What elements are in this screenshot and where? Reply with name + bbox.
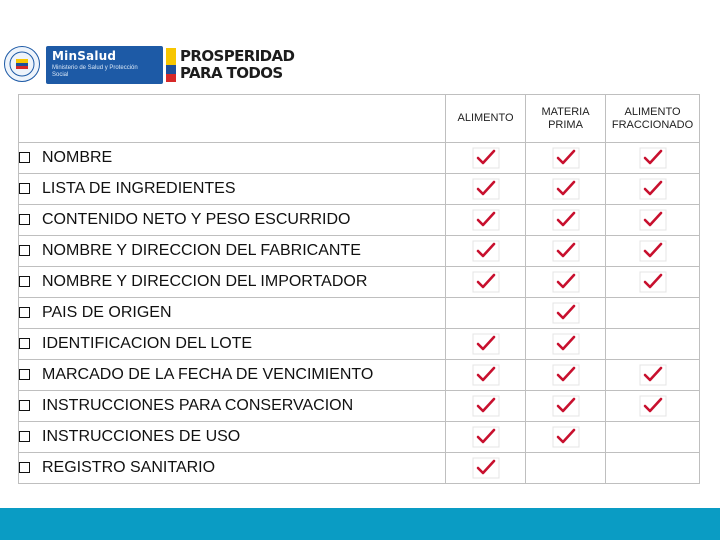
table-row [19,422,700,453]
checkmark-icon [472,364,500,386]
check-cell [446,298,526,329]
checkmark-icon [552,364,580,386]
checkbox-bullet-icon [19,276,30,287]
checkmark-icon [472,240,500,262]
check-cell [446,422,526,453]
checkbox-bullet-icon [19,214,30,225]
checkmark-icon [639,395,667,417]
check-cell [446,453,526,484]
checkmark-icon [552,395,580,417]
row-label: IDENTIFICACION DEL LOTE [42,335,253,352]
check-cell [526,143,606,174]
checkmark-icon [552,271,580,293]
checkmark-icon [472,457,500,479]
check-cell [446,329,526,360]
checkmark-icon [472,209,500,231]
checkmark-icon [552,426,580,448]
check-cell [606,236,700,267]
row-label-cell [19,267,446,298]
check-cell [526,205,606,236]
row-label-cell [19,422,446,453]
check-cell [446,391,526,422]
header-col-alimento-fraccionado: ALIMENTO FRACCIONADO [606,95,700,143]
checkmark-icon [639,147,667,169]
table-row [19,360,700,391]
check-cell [606,267,700,298]
check-cell [526,453,606,484]
table-row [19,143,700,174]
check-cell [526,298,606,329]
colombia-seal-icon [4,46,40,82]
checkmark-icon [552,147,580,169]
check-cell [606,298,700,329]
minsalud-subtitle: Ministerio de Salud y Protección Social [52,65,138,78]
minsalud-badge [46,46,163,84]
row-label: NOMBRE Y DIRECCION DEL IMPORTADOR [42,273,368,290]
checkmark-icon [639,271,667,293]
row-label: REGISTRO SANITARIO [42,459,216,476]
table-row [19,267,700,298]
checkmark-icon [552,209,580,231]
checkmark-icon [552,302,580,324]
check-cell [446,205,526,236]
row-label: MARCADO DE LA FECHA DE VENCIMIENTO [42,366,374,383]
row-label: CONTENIDO NETO Y PESO ESCURRIDO [42,211,351,228]
check-cell [606,174,700,205]
check-cell [606,391,700,422]
row-label-cell [19,391,446,422]
checkmark-icon [552,178,580,200]
checkmark-icon [472,271,500,293]
checkbox-bullet-icon [19,183,30,194]
checkmark-icon [472,147,500,169]
prosperidad-text [180,48,294,82]
table-row [19,174,700,205]
header-col-alimento: ALIMENTO [446,95,526,143]
checkmark-icon [639,209,667,231]
checkmark-icon [639,240,667,262]
checkbox-bullet-icon [19,152,30,163]
row-label-cell [19,298,446,329]
check-cell [526,329,606,360]
checkbox-bullet-icon [19,400,30,411]
checkmark-icon [552,333,580,355]
prosperidad-line2: PARA TODOS [180,64,283,82]
check-cell [526,236,606,267]
checkbox-bullet-icon [19,307,30,318]
row-label: NOMBRE [42,149,113,166]
footer-bar [0,508,720,540]
prosperidad-logo [166,48,306,84]
colombia-flag-icon [166,48,176,82]
table-row [19,236,700,267]
table-row [19,453,700,484]
checkmark-icon [472,426,500,448]
row-label-cell [19,453,446,484]
check-cell [526,360,606,391]
row-label-cell [19,174,446,205]
header-blank-cell [19,95,446,143]
checkbox-bullet-icon [19,462,30,473]
check-cell [446,236,526,267]
labeling-requirements-table [18,94,700,484]
checkbox-bullet-icon [19,431,30,442]
checkmark-icon [552,240,580,262]
table-row [19,391,700,422]
checkbox-bullet-icon [19,245,30,256]
checkbox-bullet-icon [19,338,30,349]
row-label-cell [19,236,446,267]
checkbox-bullet-icon [19,369,30,380]
minsalud-logo [0,44,164,86]
row-label: NOMBRE Y DIRECCION DEL FABRICANTE [42,242,361,259]
table-row [19,205,700,236]
row-label-cell [19,329,446,360]
check-cell [446,143,526,174]
checkmark-icon [472,333,500,355]
row-label: INSTRUCCIONES DE USO [42,428,241,445]
prosperidad-line1: PROSPERIDAD [180,47,295,65]
check-cell [446,360,526,391]
row-label: LISTA DE INGREDIENTES [42,180,236,197]
check-cell [606,143,700,174]
table-row [19,329,700,360]
check-cell [606,453,700,484]
checkmark-icon [639,364,667,386]
check-cell [526,267,606,298]
minsalud-name: MinSalud [52,49,117,63]
table-row [19,298,700,329]
checkmark-icon [472,395,500,417]
check-cell [606,422,700,453]
check-cell [446,267,526,298]
row-label-cell [19,205,446,236]
row-label: INSTRUCCIONES PARA CONSERVACION [42,397,354,414]
checkmark-icon [639,178,667,200]
check-cell [606,205,700,236]
checkmark-icon [472,178,500,200]
row-label-cell [19,143,446,174]
check-cell [526,391,606,422]
check-cell [446,174,526,205]
check-cell [526,422,606,453]
check-cell [526,174,606,205]
check-cell [606,360,700,391]
row-label: PAIS DE ORIGEN [42,304,172,321]
check-cell [606,329,700,360]
row-label-cell [19,360,446,391]
header-col-materia-prima: MATERIA PRIMA [526,95,606,143]
table-header-row [19,95,700,143]
